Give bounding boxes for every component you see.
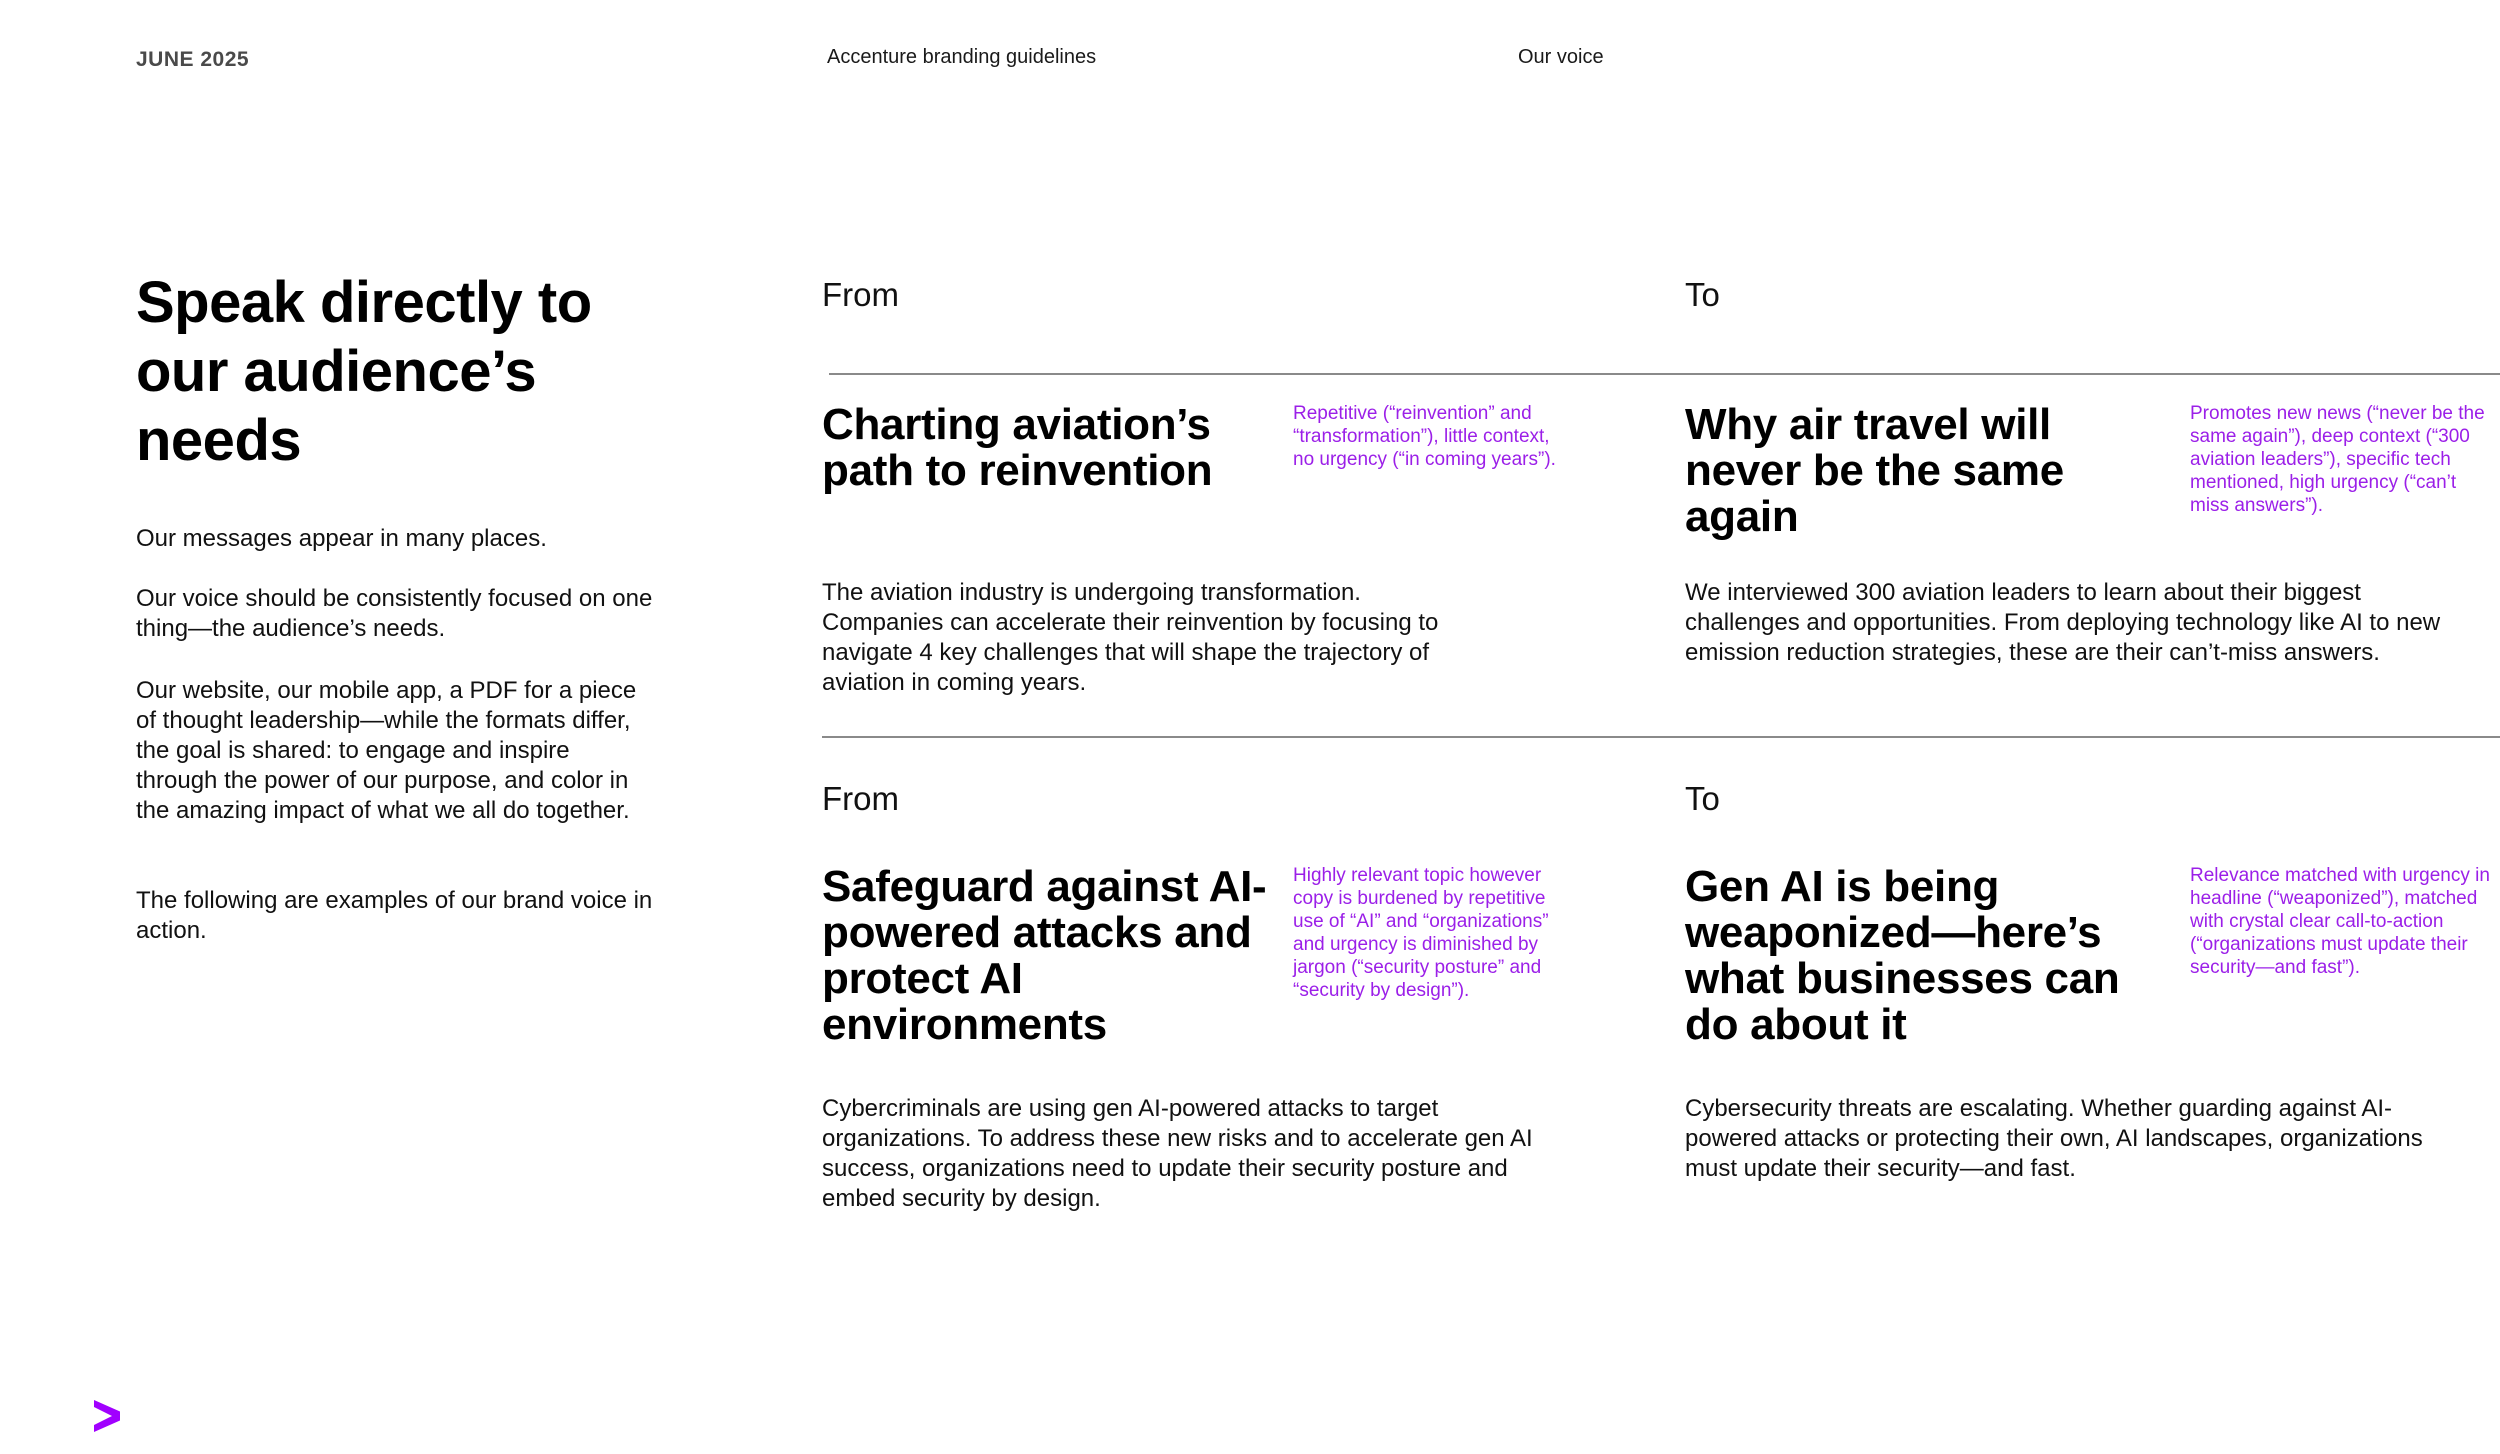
to-headline: Gen AI is being weaponized—here’s what businesses can do about it [1685,862,2120,1049]
section-divider [822,736,2500,738]
intro-paragraph: The following are examples of our brand voice in action. [136,887,653,944]
from-annotation: Highly relevant topic however copy is burdened by repetitive use of “AI” and “organizations” and urgency is diminished by jargon (“security posture” and “security by design”). [1293,865,1549,1001]
accenture-chevron-icon [92,1398,122,1434]
intro-paragraph: Our messages appear in many places. [136,525,547,552]
from-annotation: Repetitive (“reinvention” and “transformation”), little context, no urgency (“in coming years”). [1293,403,1556,470]
document-title: Accenture branding guidelines [827,46,1097,68]
to-annotation: Promotes new news (“never be the same again”), deep context (“300 aviation leaders”), specific tech mentioned, high urgency (“can’t miss answers”). [2190,403,2485,516]
from-label: From [822,780,899,817]
section-title: Our voice [1518,46,1604,68]
section-divider [829,373,2500,375]
page-title: Speak directly to our audience’s needs [136,270,592,473]
to-annotation: Relevance matched with urgency in headline (“weaponized”), matched with crystal clear call-to-action (“organizations must update their security—and fast”). [2190,865,2490,978]
from-headline: Safeguard against AI-powered attacks and protect AI environments [822,862,1267,1049]
document-date: JUNE 2025 [136,48,250,71]
to-headline: Why air travel will never be the same again [1685,400,2064,541]
from-label: From [822,276,899,313]
from-headline: Charting aviation’s path to reinvention [822,400,1213,495]
intro-paragraph: Our voice should be consistently focused on one thing—the audience’s needs. [136,585,653,642]
to-body: We interviewed 300 aviation leaders to learn about their biggest challenges and opportunities. From deploying technology like AI to new emission reduction strategies, these are their can’t-miss answers. [1685,579,2441,666]
to-body: Cybersecurity threats are escalating. Whether guarding against AI-powered attacks or protecting their own, AI landscapes, organizations must update their security—and fast. [1685,1095,2423,1182]
to-label: To [1685,780,1720,817]
from-body: The aviation industry is undergoing transformation. Companies can accelerate their reinvention by focusing to navigate 4 key challenges that will shape the trajectory of aviation in coming years. [822,579,1439,696]
from-body: Cybercriminals are using gen AI-powered attacks to target organizations. To address these new risks and to accelerate gen AI success, organizations need to update their security posture and embed security by design. [822,1095,1533,1212]
to-label: To [1685,276,1720,313]
intro-paragraph: Our website, our mobile app, a PDF for a piece of thought leadership—while the formats differ, the goal is shared: to engage and inspire through the power of our purpose, and color in the amazing impact of what we all do together. [136,677,637,824]
